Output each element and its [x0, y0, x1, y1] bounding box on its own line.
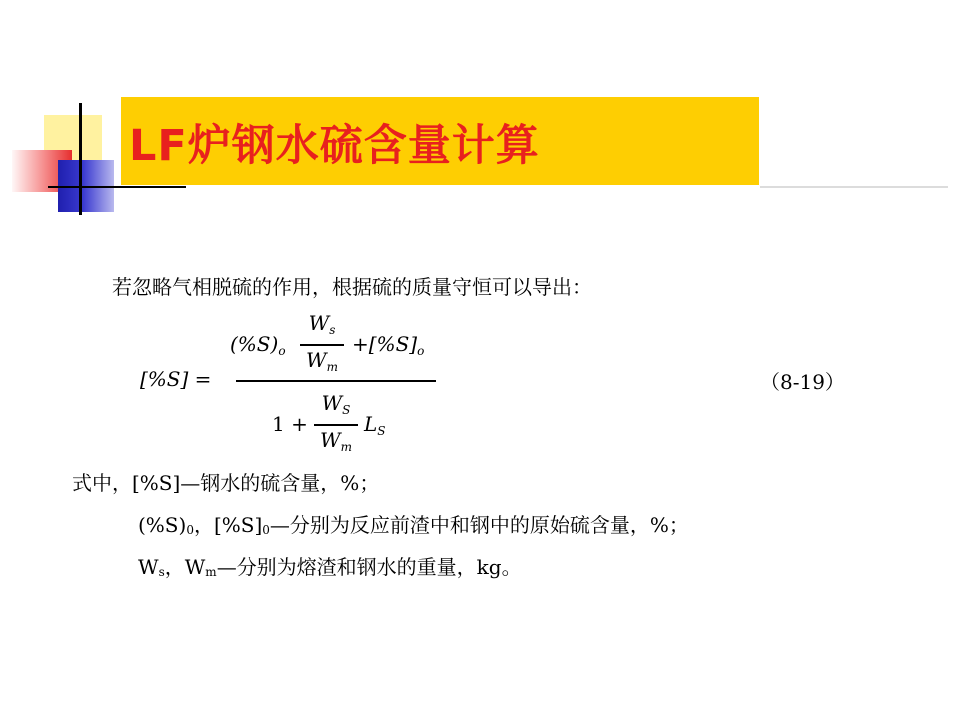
numerator-weight-ratio: $W_s$ $W_m$: [300, 312, 344, 378]
decor-vertical-line: [79, 103, 82, 215]
slide-title: LF炉钢水硫含量计算: [129, 121, 540, 171]
title-rule: [760, 186, 948, 188]
numerator-steel-term: $+[\%S]_o$: [352, 332, 425, 358]
equation-number: （8-19）: [760, 370, 845, 394]
definition-steel-sulfur: 式中，[%S]—钢水的硫含量，%；: [72, 471, 380, 495]
sulfur-formula: [140, 312, 460, 462]
fraction-bar: [236, 380, 436, 382]
denominator-weight-ratio: $W_S$ $W_m$: [314, 392, 358, 458]
numerator-slag-term: $(\%S)_o$: [230, 332, 286, 358]
definition-initial-sulfur: (%S)0，[%S]0—分别为反应前渣中和钢中的原始硫含量，%；: [138, 513, 689, 537]
definition-weights: Ws，Wm—分别为熔渣和钢水的重量，kg。: [138, 555, 522, 579]
denominator-one: 1 +: [272, 412, 308, 436]
formula-lhs: [%S] =: [140, 367, 212, 391]
formula-numerator: [230, 312, 445, 376]
decor-horizontal-line: [48, 186, 186, 188]
intro-text: 若忽略气相脱硫的作用，根据硫的质量守恒可以导出：: [112, 275, 592, 299]
denominator-partition-coefficient: $L_S$: [364, 412, 386, 438]
formula-denominator: [272, 392, 402, 456]
